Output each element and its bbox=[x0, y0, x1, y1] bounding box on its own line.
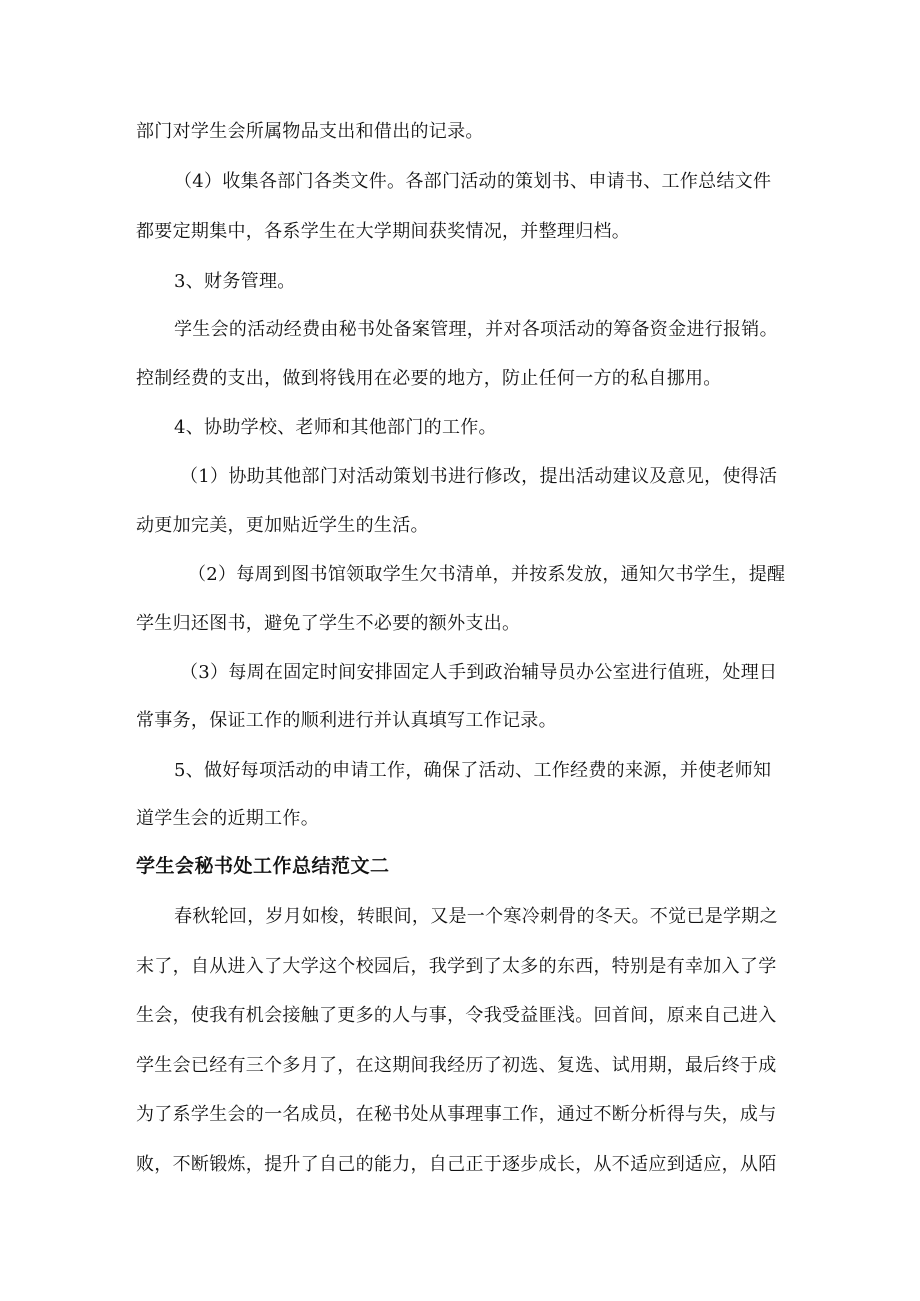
text-line: 动更加完美，更加贴近学生的生活。 bbox=[136, 515, 429, 536]
section-point-title: 4、协助学校、老师和其他部门的工作。 bbox=[174, 417, 497, 438]
text-line: 部门对学生会所属物品支出和借出的记录。 bbox=[136, 121, 484, 142]
text-line: 学生会已经有三个多月了，在这期间我经历了初选、复选、试用期，最后终于成 bbox=[136, 1055, 777, 1076]
text-line: （3）每周在固定时间安排固定人手到政治辅导员办公室进行值班，处理日 bbox=[180, 662, 778, 683]
text-line: 5、做好每项活动的申请工作，确保了活动、工作经费的来源，并使老师知 bbox=[174, 760, 772, 781]
text-line: 败，不断锻炼，提升了自己的能力，自己正于逐步成长，从不适应到适应，从陌 bbox=[136, 1154, 777, 1175]
text-line: 学生归还图书，避免了学生不必要的额外支出。 bbox=[136, 613, 521, 634]
text-line: （2）每周到图书馆领取学生欠书清单，并按系发放，通知欠书学生，提醒 bbox=[188, 564, 786, 585]
text-line: （4）收集各部门各类文件。各部门活动的策划书、申请书、工作总结文件 bbox=[174, 171, 772, 192]
text-line: 为了系学生会的一名成员，在秘书处从事理事工作，通过不断分析得与失，成与 bbox=[136, 1104, 777, 1125]
text-line: 道学生会的近期工作。 bbox=[136, 808, 319, 829]
text-line: （1）协助其他部门对活动策划书进行修改，提出活动建议及意见，使得活 bbox=[180, 466, 778, 487]
section-point-title: 3、财务管理。 bbox=[174, 271, 296, 292]
text-line: 都要定期集中，各系学生在大学期间获奖情况，并整理归档。 bbox=[136, 221, 631, 242]
text-line: 常事务，保证工作的顺利进行并认真填写工作记录。 bbox=[136, 710, 557, 731]
section-heading: 学生会秘书处工作总结范文二 bbox=[136, 855, 390, 877]
text-line: 春秋轮回，岁月如梭，转眼间，又是一个寒冷刺骨的冬天。不觉已是学期之 bbox=[174, 906, 778, 927]
text-line: 学生会的活动经费由秘书处备案管理，并对各项活动的筹备资金进行报销。 bbox=[174, 319, 778, 340]
text-line: 控制经费的支出，做到将钱用在必要的地方，防止任何一方的私自挪用。 bbox=[136, 368, 722, 389]
text-line: 末了，自从进入了大学这个校园后，我学到了太多的东西，特别是有幸加入了学 bbox=[136, 956, 777, 977]
text-line: 生会，使我有机会接触了更多的人与事，令我受益匪浅。回首间，原来自己进入 bbox=[136, 1005, 777, 1026]
